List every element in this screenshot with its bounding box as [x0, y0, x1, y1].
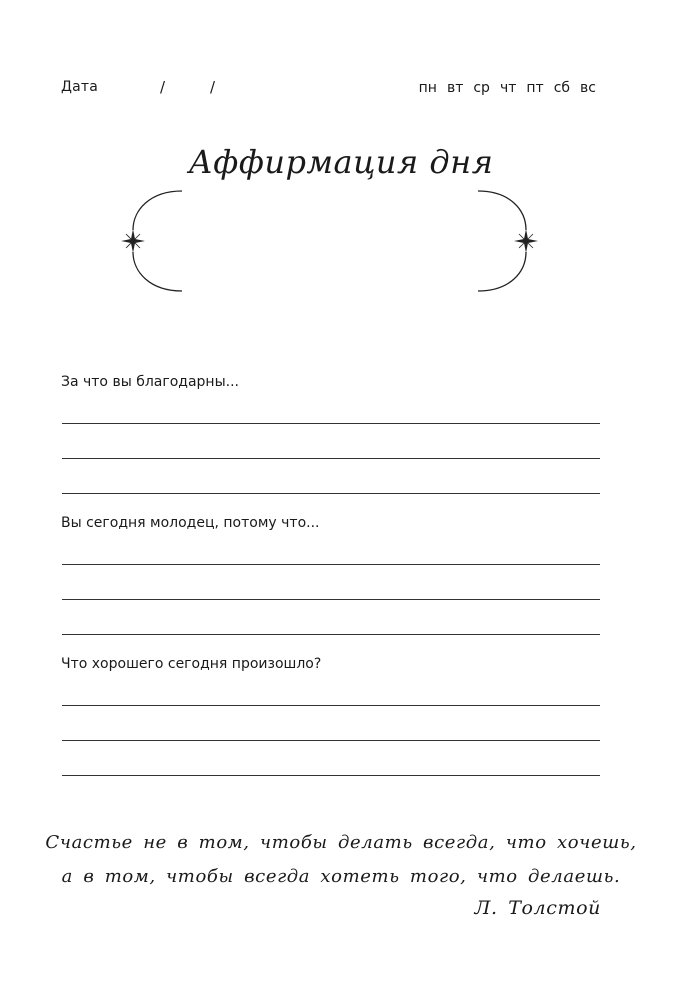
- quote-line-1: Счастье не в том, чтобы делать всегда, что хочешь,: [45, 832, 637, 853]
- writing-line[interactable]: [62, 705, 600, 706]
- page-title: Аффирмация дня: [188, 143, 494, 181]
- weekday-sun[interactable]: вс: [580, 80, 596, 96]
- writing-line[interactable]: [62, 493, 600, 494]
- quote-line-2: а в том, чтобы всегда хотеть того, что делаешь.: [61, 866, 621, 887]
- date-separator: /: [160, 78, 166, 96]
- weekday-mon[interactable]: пн: [418, 80, 437, 96]
- writing-line[interactable]: [62, 775, 600, 776]
- ornament-frame: [0, 0, 682, 320]
- prompt-well-done: Вы сегодня молодец, потому что...: [61, 515, 320, 531]
- right-star-icon: [514, 229, 538, 253]
- writing-line[interactable]: [62, 423, 600, 424]
- writing-line[interactable]: [62, 599, 600, 600]
- weekday-tue[interactable]: вт: [446, 80, 464, 96]
- quote-author: Л. Толстой: [474, 897, 601, 919]
- prompt-gratitude: За что вы благодарны...: [61, 374, 239, 390]
- writing-line[interactable]: [62, 564, 600, 565]
- date-label: Дата: [61, 79, 99, 95]
- prompt-good-things: Что хорошего сегодня произошло?: [61, 656, 322, 672]
- weekday-fri[interactable]: пт: [526, 80, 544, 96]
- weekday-thu[interactable]: чт: [499, 80, 517, 96]
- writing-line[interactable]: [62, 458, 600, 459]
- weekday-sat[interactable]: сб: [553, 80, 571, 96]
- writing-line[interactable]: [62, 634, 600, 635]
- weekday-wed[interactable]: ср: [473, 80, 490, 96]
- left-star-icon: [121, 229, 145, 253]
- writing-line[interactable]: [62, 740, 600, 741]
- date-separator: /: [210, 78, 216, 96]
